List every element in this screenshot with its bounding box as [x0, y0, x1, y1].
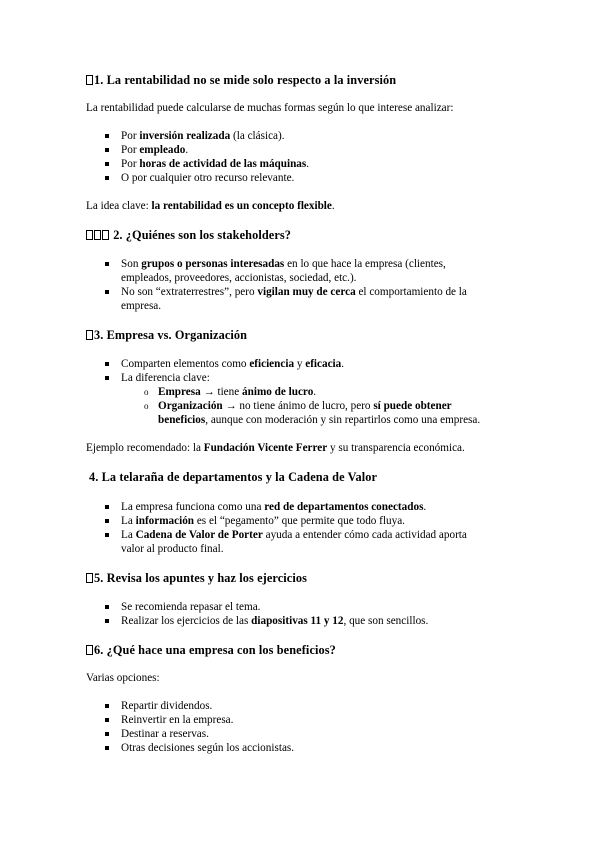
missing-glyph-icon [86, 645, 93, 655]
section-5-list [86, 600, 428, 628]
missing-glyph-icon [94, 230, 101, 240]
missing-glyph-icon [102, 230, 109, 240]
list-item: La empresa funciona como una red de departamentos conectados. [86, 500, 467, 514]
bullet-icon [105, 262, 109, 266]
list-item: O por cualquier otro recurso relevante. [86, 171, 309, 185]
bullet-icon [105, 290, 109, 294]
bullet-icon [105, 718, 109, 722]
list-item: Por horas de actividad de las máquinas. [86, 157, 309, 171]
section-4-heading: 4. La telaraña de departamentos y la Cadena de Valor [89, 470, 378, 484]
list-item: Por inversión realizada (la clásica). [86, 129, 309, 143]
bullet-icon [105, 134, 109, 138]
section-6-intro: Varias opciones: [86, 672, 160, 684]
bullet-icon [105, 732, 109, 736]
list-item: Son grupos o personas interesadas en lo que hace la empresa (clientes, empleados, proveedores, accionistas, sociedad, etc.). [86, 257, 467, 285]
bullet-icon [105, 376, 109, 380]
list-item: Otras decisiones según los accionistas. [86, 741, 294, 755]
sub-list-item: o Empresa → tiene ánimo de lucro. [144, 386, 317, 398]
section-3-sublist [86, 385, 480, 427]
section-2-heading: 2. ¿Quiénes son los stakeholders? [86, 228, 291, 243]
missing-glyph-icon [86, 75, 93, 85]
list-item: Repartir dividendos. [86, 699, 294, 713]
list-item: Comparten elementos como eficiencia y eficacia. [86, 357, 344, 371]
bullet-icon [105, 704, 109, 708]
section-1-heading: 1. La rentabilidad no se mide solo respecto a la inversión [86, 73, 396, 88]
bullet-icon [105, 605, 109, 609]
missing-glyph-icon [86, 230, 93, 240]
section-3-heading: 3. Empresa vs. Organización [86, 328, 247, 343]
bullet-icon [105, 505, 109, 509]
list-item: Por empleado. [86, 143, 309, 157]
section-1-key-idea: La idea clave: la rentabilidad es un concepto flexible. [86, 200, 335, 212]
bullet-icon [105, 176, 109, 180]
section-1-list [86, 129, 309, 185]
list-item: Destinar a reservas. [86, 727, 294, 741]
bullet-icon [105, 362, 109, 366]
bullet-icon [105, 619, 109, 623]
section-1-intro: La rentabilidad puede calcularse de muchas formas según lo que interese analizar: [86, 102, 454, 114]
circle-bullet-icon: o [144, 387, 149, 397]
list-item: La Cadena de Valor de Porter ayuda a entender cómo cada actividad aporta valor al producto final. [86, 528, 467, 556]
circle-bullet-icon: o [144, 401, 149, 411]
bullet-icon [105, 746, 109, 750]
bullet-icon [105, 519, 109, 523]
bullet-icon [105, 148, 109, 152]
section-6-heading: 6. ¿Qué hace una empresa con los beneficios? [86, 643, 336, 658]
list-item: La información es el “pegamento” que permite que todo fluya. [86, 514, 467, 528]
section-3-list [86, 357, 344, 385]
section-3-example: Ejemplo recomendado: la Fundación Vicente Ferrer y su transparencia económica. [86, 442, 465, 454]
list-item: La diferencia clave: [86, 371, 344, 385]
section-4-list [86, 500, 467, 556]
list-item: Se recomienda repasar el tema. [86, 600, 428, 614]
bullet-icon [105, 533, 109, 537]
section-2-list [86, 257, 467, 313]
bullet-icon [105, 162, 109, 166]
list-item: Realizar los ejercicios de las diapositivas 11 y 12, que son sencillos. [86, 614, 428, 628]
missing-glyph-icon [86, 330, 93, 340]
list-item: Reinvertir en la empresa. [86, 713, 294, 727]
section-6-list [86, 699, 294, 755]
list-item: No son “extraterrestres”, pero vigilan muy de cerca el comportamiento de la empresa. [86, 285, 467, 313]
missing-glyph-icon [86, 573, 93, 583]
sub-list-item: o Organización → no tiene ánimo de lucro, pero sí puede obtener beneficios, aunque con moderación y sin repartirlos como una empresa. [144, 400, 481, 426]
section-5-heading: 5. Revisa los apuntes y haz los ejercicios [86, 571, 307, 586]
